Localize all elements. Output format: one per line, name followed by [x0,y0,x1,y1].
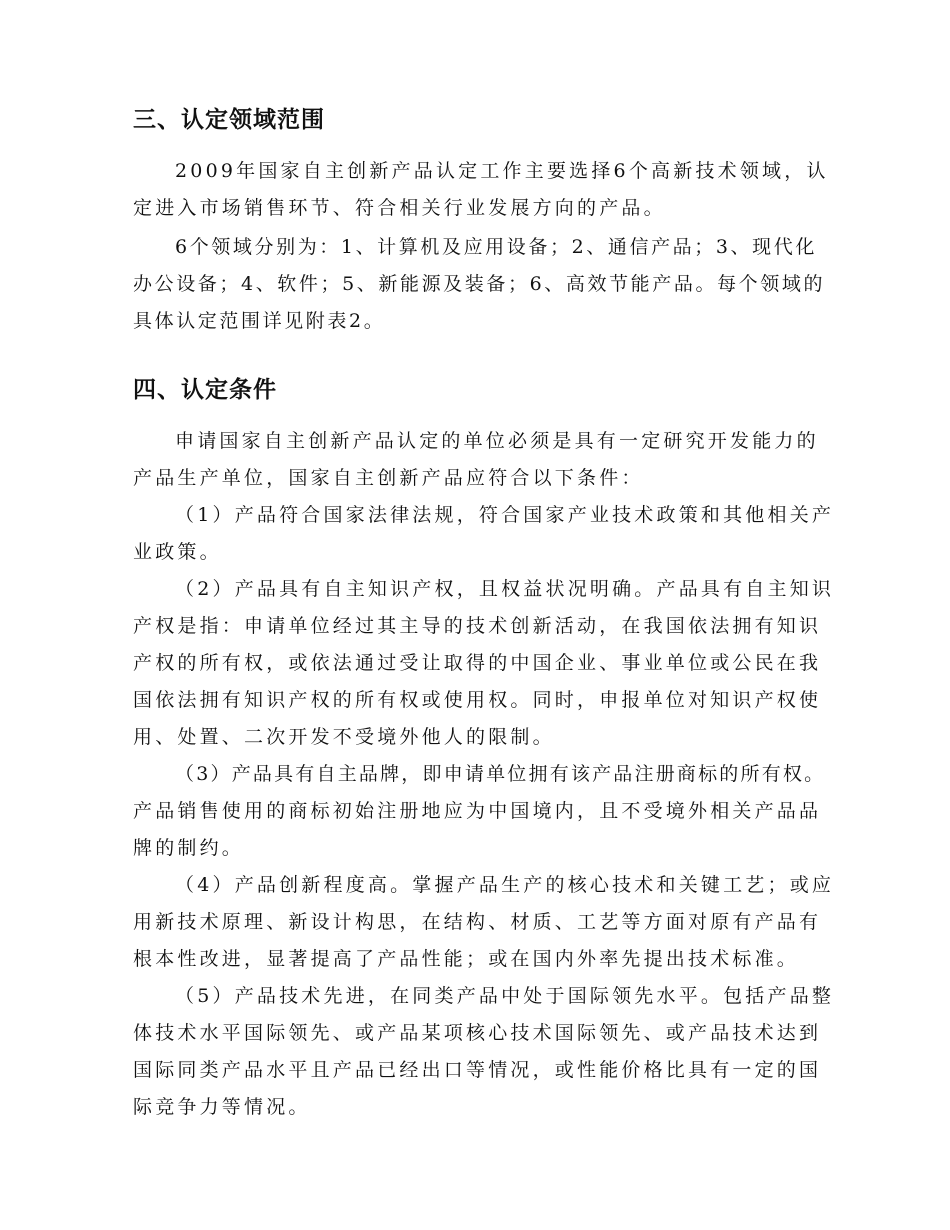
text-line: 际竞争力等情况。 [133,1096,311,1118]
text-line: 产权是指：申请单位经过其主导的技术创新活动，在我国依法拥有知识 [133,615,822,637]
section-heading-3: 三、认定领域范围 [133,107,325,133]
text-line: 具体认定范围详见附表2。 [133,310,386,332]
condition-5 [133,978,833,1126]
text-line: 体技术水平国际领先、或产品某项核心技术国际领先、或产品技术达到 [133,1022,822,1044]
condition-1 [133,497,833,571]
text-line: 产品销售使用的商标初始注册地应为中国境内，且不受境外相关产品品 [133,800,822,822]
text-line: 产权的所有权，或依法通过受让取得的中国企业、事业单位或公民在我 [133,652,822,674]
text-line: 牌的制约。 [133,837,245,859]
text-line: 定进入市场销售环节、符合相关行业发展方向的产品。 [133,197,666,219]
paragraph-scope-fields [133,229,833,340]
text-line: （5）产品技术先进，在同类产品中处于国际领先水平。包括产品整 [175,985,835,1007]
text-line: 根本性改进，显著提高了产品性能；或在国内外率先提出技术标准。 [133,948,800,970]
text-line: 产品生产单位，国家自主创新产品应符合以下条件： [133,467,644,489]
text-line: 办公设备；4、软件；5、新能源及装备；6、高效节能产品。每个领域的 [133,273,826,295]
text-line: （1）产品符合国家法律法规，符合国家产业技术政策和其他相关产 [175,504,835,526]
text-line: 用新技术原理、新设计构思，在结构、材质、工艺等方面对原有产品有 [133,911,822,933]
text-line: 国依法拥有知识产权的所有权或使用权。同时，申报单位对知识产权使 [133,689,822,711]
text-line: （2）产品具有自主知识产权，且权益状况明确。产品具有自主知识 [175,578,835,600]
text-line: 国际同类产品水平且产品已经出口等情况，或性能价格比具有一定的国 [133,1059,822,1081]
text-line: 2009年国家自主创新产品认定工作主要选择6个高新技术领域，认 [175,160,829,182]
text-line: 业政策。 [133,541,222,563]
text-line: 6个领域分别为：1、计算机及应用设备；2、通信产品；3、现代化 [175,236,817,258]
text-line: （4）产品创新程度高。掌握产品生产的核心技术和关键工艺；或应 [175,874,835,896]
condition-4 [133,867,833,978]
text-line: （3）产品具有自主品牌，即申请单位拥有该产品注册商标的所有权。 [175,763,826,785]
condition-3 [133,756,833,867]
text-line: 申请国家自主创新产品认定的单位必须是具有一定研究开发能力的 [175,430,819,452]
text-line: 用、处置、二次开发不受境外他人的限制。 [133,726,555,748]
paragraph-conditions-intro [133,423,833,497]
condition-2 [133,571,833,756]
section-heading-4: 四、认定条件 [133,377,277,403]
paragraph-scope-intro [133,153,833,227]
